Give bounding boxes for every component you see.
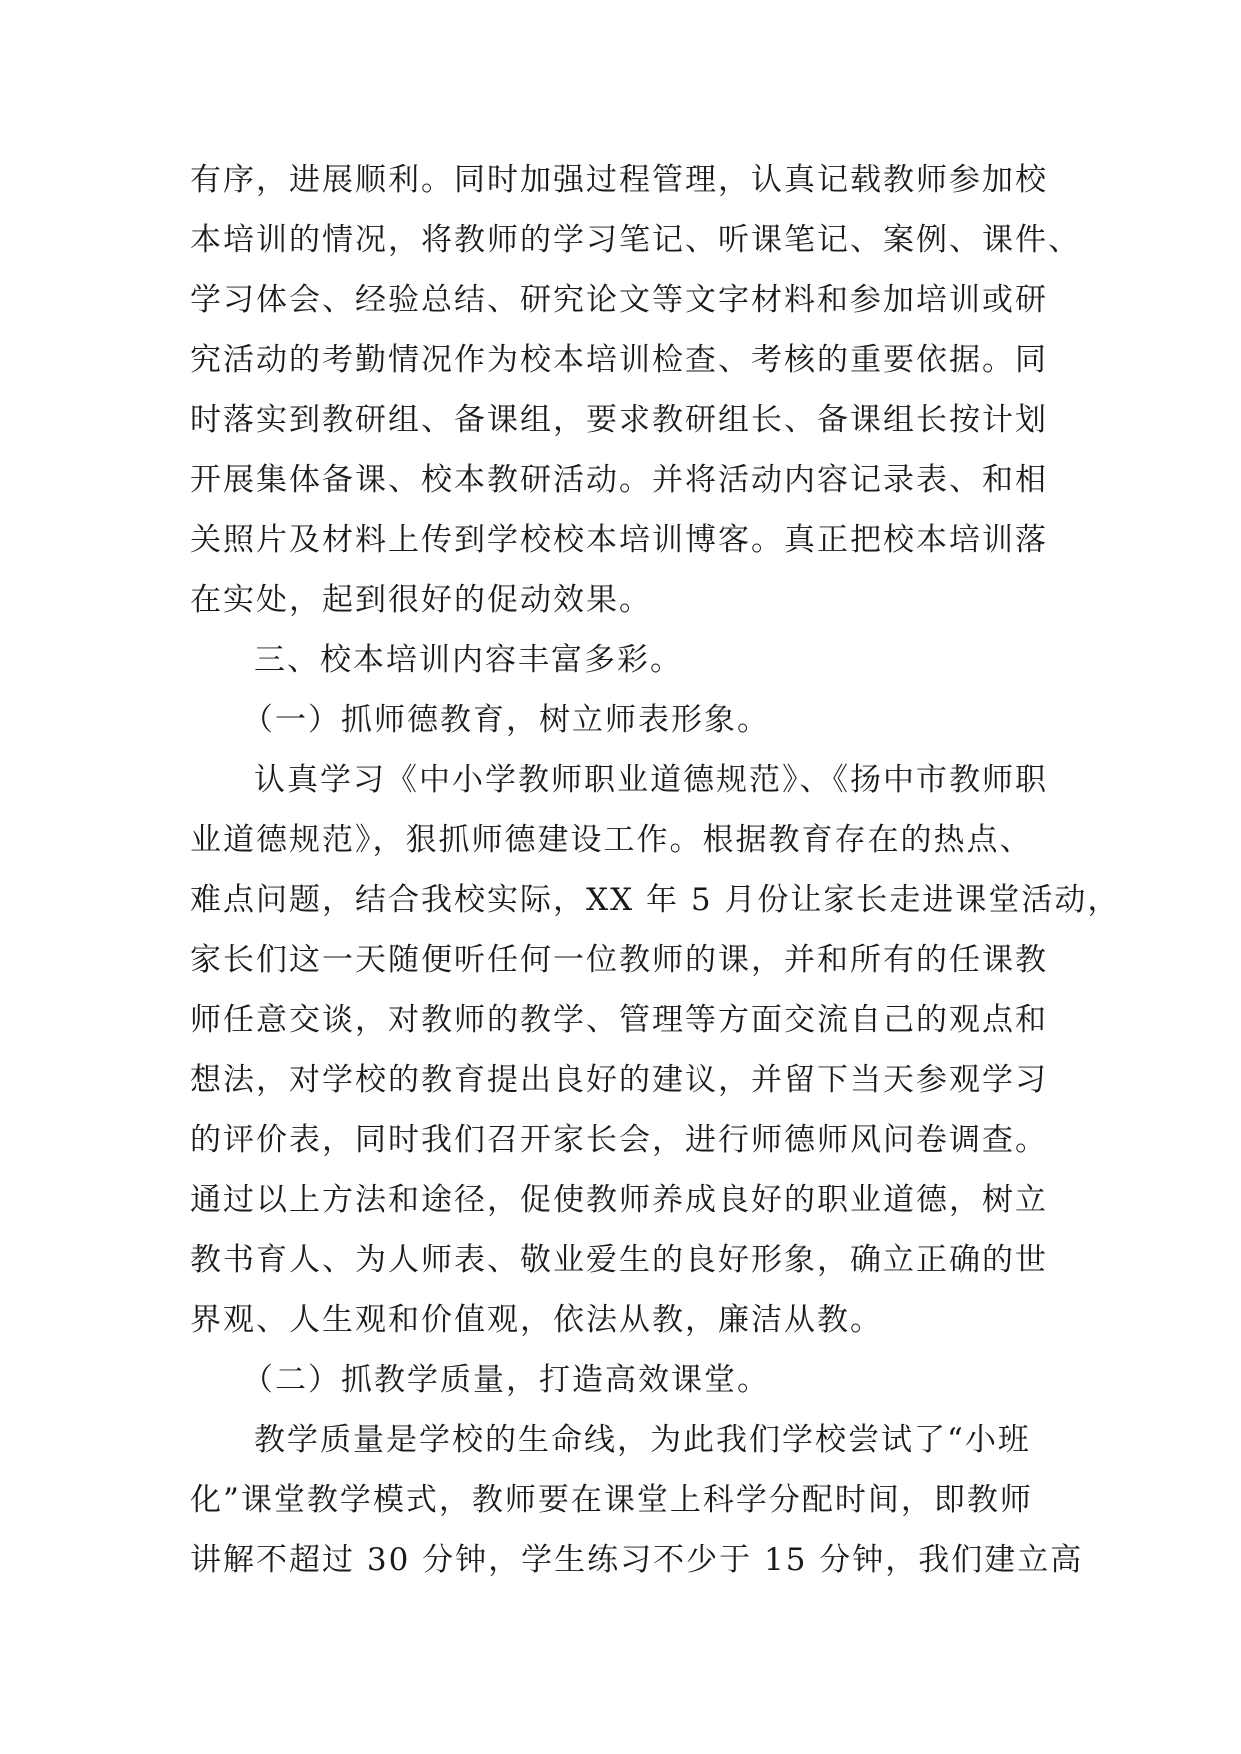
text-line: 通过以上方法和途径，促使教师养成良好的职业道德，树立 [190,1182,1048,1218]
text-line: 时落实到教研组、备课组，要求教研组长、备课组长按计划 [190,402,1048,438]
section-heading: 三、校本培训内容丰富多彩。 [254,642,683,678]
text-line: 业道德规范》，狠抓师德建设工作。根据教育存在的热点、 [190,822,1033,858]
subsection-heading: （二）抓教学质量，打造高效课堂。 [242,1362,770,1398]
text-line: 关照片及材料上传到学校校本培训博客。真正把校本培训落 [190,522,1048,558]
text-line: 讲解不超过 30 分钟，学生练习不少于 15 分钟，我们建立高 [190,1542,1084,1578]
text-line: 教书育人、为人师表、敬业爱生的良好形象，确立正确的世 [190,1242,1048,1278]
text-line: 究活动的考勤情况作为校本培训检查、考核的重要依据。同 [190,342,1048,378]
text-line: 想法，对学校的教育提出良好的建议，并留下当天参观学习 [190,1062,1048,1098]
text-line: 有序，进展顺利。同时加强过程管理，认真记载教师参加校 [190,162,1048,198]
text-line: 家长们这一天随便听任何一位教师的课，并和所有的任课教 [190,942,1048,978]
text-line: 学习体会、经验总结、研究论文等文字材料和参加培训或研 [190,282,1048,318]
text-line: 开展集体备课、校本教研活动。并将活动内容记录表、和相 [190,462,1048,498]
subsection-heading: （一）抓师德教育，树立师表形象。 [242,702,770,738]
text-line: 师任意交谈，对教师的教学、管理等方面交流自己的观点和 [190,1002,1048,1038]
text-line: 认真学习《中小学教师职业道德规范》、《扬中市教师职 [254,762,1048,798]
text-line: 难点问题，结合我校实际，XX 年 5 月份让家长走进课堂活动， [190,882,1121,918]
text-line: 的评价表，同时我们召开家长会，进行师德师风问卷调查。 [190,1122,1048,1158]
text-line: 本培训的情况，将教师的学习笔记、听课笔记、案例、课件、 [190,222,1081,258]
text-line: 化”课堂教学模式，教师要在课堂上科学分配时间，即教师 [190,1482,1033,1518]
document-body [190,150,1121,1590]
text-line: 教学质量是学校的生命线，为此我们学校尝试了“小班 [254,1422,1031,1458]
text-line: 在实处，起到很好的促动效果。 [190,582,652,618]
text-line: 界观、人生观和价值观，依法从教，廉洁从教。 [190,1302,883,1338]
